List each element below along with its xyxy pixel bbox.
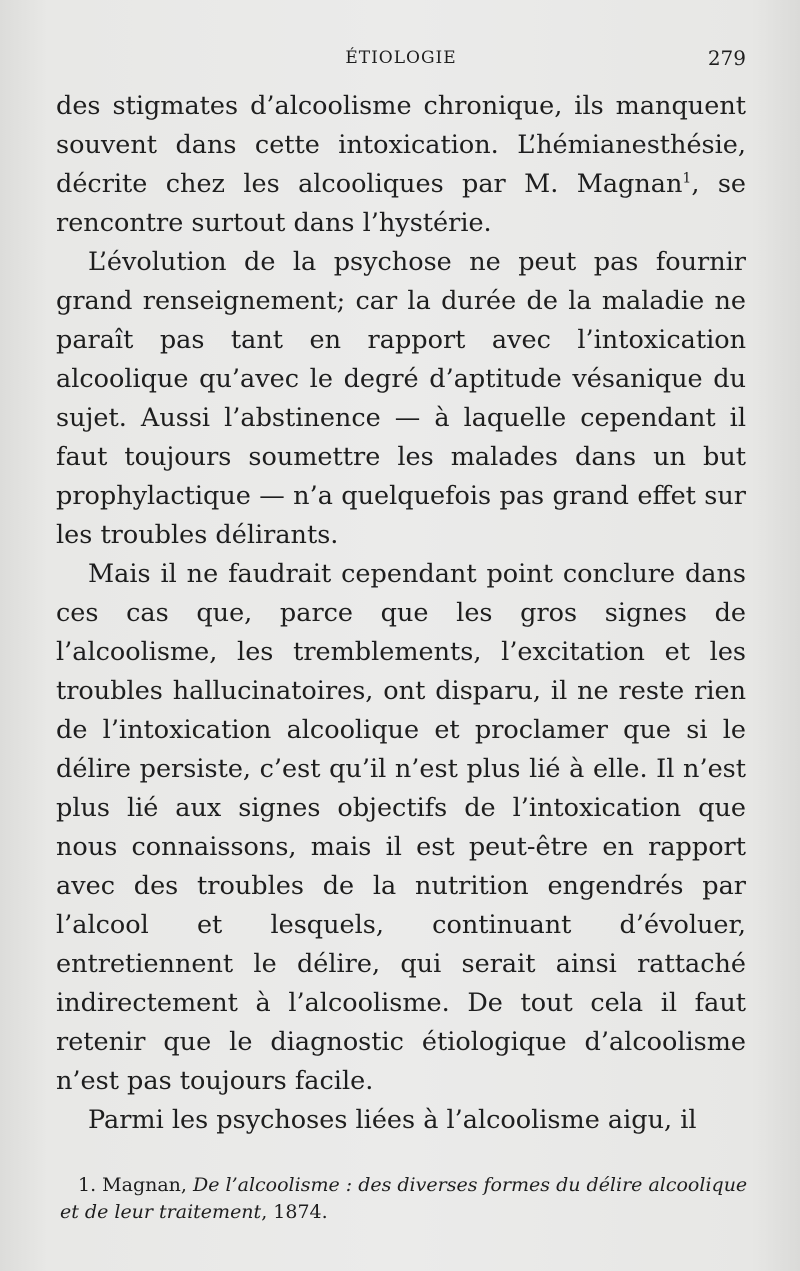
- page-number: 279: [707, 46, 746, 70]
- body-text: [56, 87, 746, 1140]
- footnote-title: De l’alcoolisme : des diverses formes du délire alcoolique et de leur traitement: [60, 1174, 748, 1223]
- footnote: [60, 1172, 750, 1226]
- footnote-reference: 1: [682, 170, 692, 187]
- paragraph-3: Mais il ne faudrait cependant point conclure dans ces cas que, parce que les gros signes de l’alcoolisme, les tremblements, l’excitation et les troubles hallucinatoires, ont disparu, il ne reste rien de l’intoxication alcoolique et proclamer que si le délire persiste, c’est qu’il n’est plus lié à elle. Il n’est plus lié aux signes objectifs de l’intoxication que nous connaissons, mais il est peut-être en rapport avec des troubles de la nutrition engendrés par l’alcool et lesquels, continuant d’évoluer, entretiennent le délire, qui serait ainsi rattaché indirectement à l’alcoolisme. De tout cela il faut retenir que le diagnostic étiologique d’alcoolisme n’est pas toujours facile.: [56, 559, 746, 1096]
- paragraph-1-text-b: , se rencontre surtout dans l’hystérie.: [56, 169, 747, 238]
- footnote-year: , 1874.: [261, 1201, 328, 1223]
- paragraph-4: Parmi les psychoses liées à l’alcoolisme aigu, il: [88, 1105, 697, 1135]
- paragraph-2: L’évolution de la psychose ne peut pas fournir grand renseignement; car la durée de la maladie ne paraît pas tant en rapport avec l’intoxication alcoolique qu’avec le degré d’aptitude vésanique du sujet. Aussi l’abstinence — à laquelle cependant il faut toujours soumettre les malades dans un but prophylactique — n’a quelquefois pas grand effet sur les troubles délirants.: [56, 247, 746, 550]
- running-head: [56, 44, 746, 76]
- footnote-number: 1. Magnan,: [78, 1174, 193, 1196]
- paragraph-1-text-a: des stigmates d’alcoolisme chronique, ils manquent souvent dans cette intoxication. L’hémianesthésie, décrite chez les alcooliques par M. Magnan: [56, 91, 746, 199]
- paragraph-1: [56, 87, 746, 243]
- chapter-title: ÉTIOLOGIE: [345, 48, 457, 68]
